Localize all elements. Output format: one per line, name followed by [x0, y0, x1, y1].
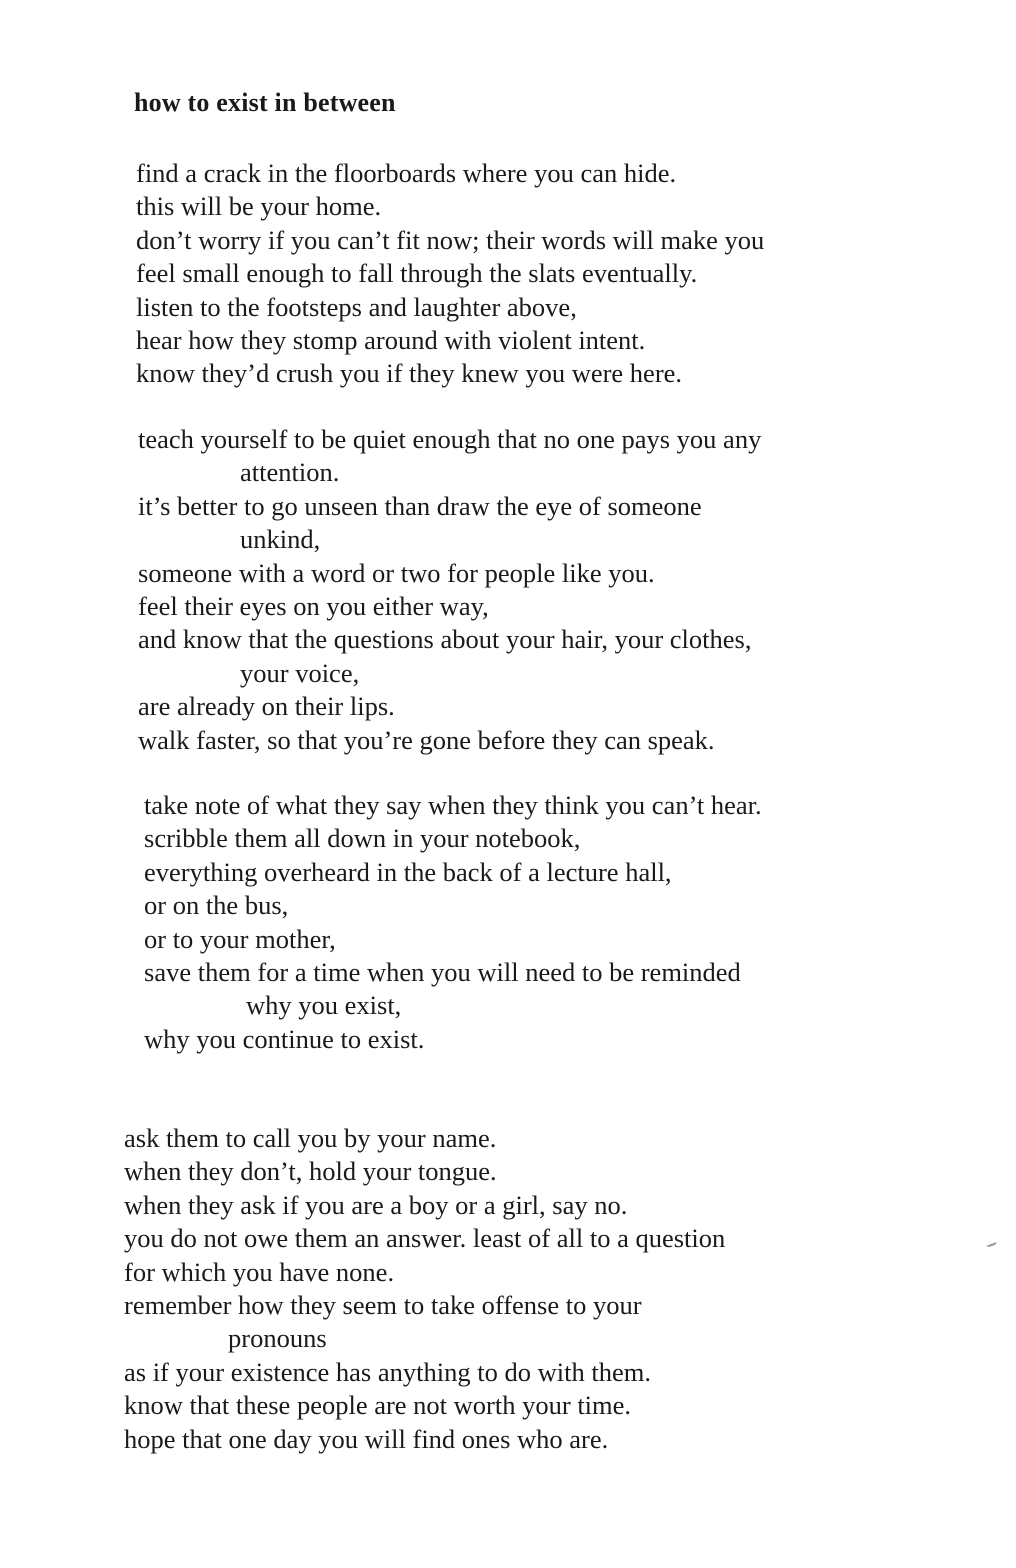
poem-line: don’t worry if you can’t fit now; their words will make you [136, 224, 765, 255]
poem-line: as if your existence has anything to do with them. [124, 1356, 651, 1387]
poem-line: feel small enough to fall through the slats eventually. [136, 258, 698, 289]
poem-line: for which you have none. [124, 1256, 395, 1287]
scan-speck [985, 1240, 999, 1248]
poem-line: listen to the footsteps and laughter above, [136, 291, 577, 322]
poem-line: everything overheard in the back of a lecture hall, [144, 856, 672, 887]
poem-line-continuation: unkind, [240, 524, 321, 555]
poem-line: find a crack in the floorboards where you can hide. [136, 158, 677, 188]
poem-line: this will be your home. [136, 191, 382, 222]
poem-line-continuation: pronouns [228, 1323, 327, 1354]
poem-line: know they’d crush you if they knew you were here. [136, 358, 683, 389]
poem-line: it’s better to go unseen than draw the eye of someone [138, 490, 702, 521]
poem-line: feel their eyes on you either way, [138, 590, 489, 621]
poem-line-continuation: your voice, [240, 657, 360, 688]
poem-line: someone with a word or two for people like you. [138, 557, 655, 588]
poem-line: hope that one day you will find ones who are. [124, 1423, 609, 1454]
poem-line: when they ask if you are a boy or a girl, say no. [124, 1189, 628, 1220]
poem-line: or to your mother, [144, 923, 336, 954]
poem-line: teach yourself to be quiet enough that no one pays you any [138, 424, 762, 454]
poem-line: scribble them all down in your notebook, [144, 823, 581, 854]
poem-line: walk faster, so that you’re gone before they can speak. [138, 724, 715, 755]
poem-line: or on the bus, [144, 890, 289, 921]
poem-line: hear how they stomp around with violent intent. [136, 324, 646, 355]
stanza-1 [136, 157, 764, 391]
poem-line-continuation: why you exist, [246, 990, 402, 1021]
poem-line: remember how they seem to take offense to your [124, 1289, 642, 1320]
poem-line: know that these people are not worth your time. [124, 1390, 632, 1421]
poem-title: how to exist in between [134, 88, 396, 117]
poem-line: ask them to call you by your name. [124, 1123, 497, 1153]
poem-line-continuation: attention. [240, 457, 340, 488]
stanza-3 [144, 789, 762, 1056]
poem-line: when they don’t, hold your tongue. [124, 1156, 497, 1187]
poem-line: are already on their lips. [138, 691, 395, 722]
poem-line: you do not owe them an answer. least of all to a question [124, 1223, 726, 1254]
poem-line: take note of what they say when they think you can’t hear. [144, 790, 762, 820]
stanza-2 [138, 423, 761, 757]
poem-line: and know that the questions about your hair, your clothes, [138, 624, 752, 655]
stanza-4 [124, 1122, 725, 1456]
poem-line: save them for a time when you will need to be reminded [144, 956, 741, 987]
poem-line: why you continue to exist. [144, 1023, 425, 1054]
